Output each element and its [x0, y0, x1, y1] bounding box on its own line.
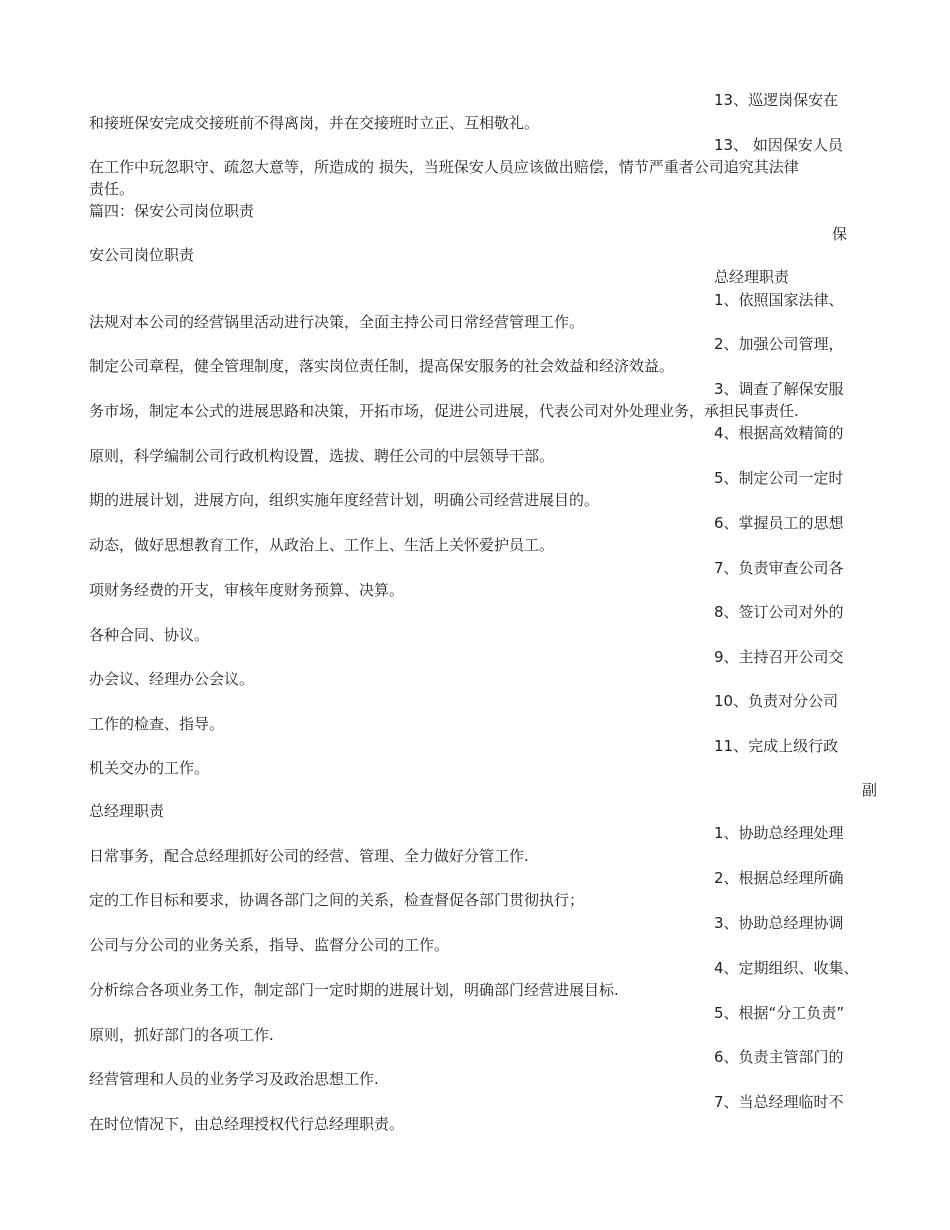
text-line: 8、签订公司对外的 [714, 603, 844, 621]
text-line: 4、根据高效精简的 [714, 424, 844, 442]
text-line: 1、协助总经理处理 [714, 824, 844, 842]
text-line: 工作的检查、指导。 [89, 715, 225, 733]
text-line: 1、依照国家法律、 [714, 291, 844, 309]
text-line: 日常事务，配合总经理抓好公司的经营、管理、全力做好分管工作. [89, 847, 529, 865]
text-line: 9、主持召开公司交 [714, 648, 844, 666]
text-line: 经营管理和人员的业务学习及政治思想工作. [89, 1070, 379, 1088]
text-line: 2、加强公司管理， [714, 335, 844, 353]
text-line: 各种合同、协议。 [89, 626, 210, 644]
text-line: 3、调查了解保安服 [714, 380, 844, 398]
text-line: 机关交办的工作。 [89, 759, 210, 777]
text-line: 4、定期组织、收集、 [714, 959, 859, 977]
text-line: 责任。 [89, 180, 135, 198]
section-heading: 总经理职责 [714, 268, 790, 286]
text-line: 动态，做好思想教育工作，从政治上、工作上、生活上关怀爱护员工。 [89, 536, 555, 554]
text-line: 7、当总经理临时不 [714, 1093, 844, 1111]
text-line: 13、巡逻岗保安在 [714, 91, 839, 109]
text-line: 安公司岗位职责 [89, 246, 195, 264]
text-line: 和接班保安完成交接班前不得离岗，并在交接班时立正、互相敬礼。 [89, 114, 540, 132]
text-line: 13、 如因保安人员 [714, 136, 843, 154]
text-line: 2、根据总经理所确 [714, 869, 844, 887]
text-line: 保 [832, 225, 848, 243]
text-line: 7、负责审查公司各 [714, 559, 844, 577]
text-line: 公司与分公司的业务关系，指导、监督分公司的工作。 [89, 936, 450, 954]
text-line: 定的工作目标和要求，协调各部门之间的关系，检查督促各部门贯彻执行； [89, 891, 585, 909]
text-line: 期的进展计划，进展方向，组织实施年度经营计划，明确公司经营进展目的。 [89, 491, 600, 509]
section-heading: 篇四：保安公司岗位职责 [89, 202, 255, 220]
text-line: 务市场，制定本公式的进展思路和决策，开拓市场，促进公司进展，代表公司对外处理业务，承担民事责任. [89, 402, 799, 420]
section-heading: 总经理职责 [89, 802, 165, 820]
text-line: 原则，抓好部门的各项工作. [89, 1026, 274, 1044]
text-line: 5、根据“分工负责” [714, 1004, 845, 1022]
text-line: 5、制定公司一定时 [714, 469, 844, 487]
text-line: 办会议、经理办公会议。 [89, 670, 255, 688]
text-line: 分析综合各项业务工作，制定部门一定时期的进展计划，明确部门经营进展目标. [89, 981, 619, 999]
text-line: 原则，科学编制公司行政机构设置，选拔、聘任公司的中层领导干部。 [89, 447, 555, 465]
text-line: 在工作中玩忽职守、疏忽大意等，所造成的 损失，当班保安人员应该做出赔偿，情节严重者公司追究其法律 [89, 158, 799, 176]
text-line: 项财务经费的开支，审核年度财务预算、决算。 [89, 581, 405, 599]
text-line: 副 [862, 781, 878, 799]
text-line: 10、负责对分公司 [714, 692, 839, 710]
text-line: 11、完成上级行政 [714, 737, 839, 755]
text-line: 6、掌握员工的思想 [714, 514, 844, 532]
text-line: 6、负责主管部门的 [714, 1048, 844, 1066]
text-line: 制定公司章程，健全管理制度，落实岗位责任制，提高保安服务的社会效益和经济效益。 [89, 357, 675, 375]
text-line: 3、协助总经理协调 [714, 914, 844, 932]
text-line: 法规对本公司的经营锅里活动进行决策，全面主持公司日常经营管理工作。 [89, 313, 585, 331]
text-line: 在时位情况下，由总经理授权代行总经理职责。 [89, 1115, 405, 1133]
